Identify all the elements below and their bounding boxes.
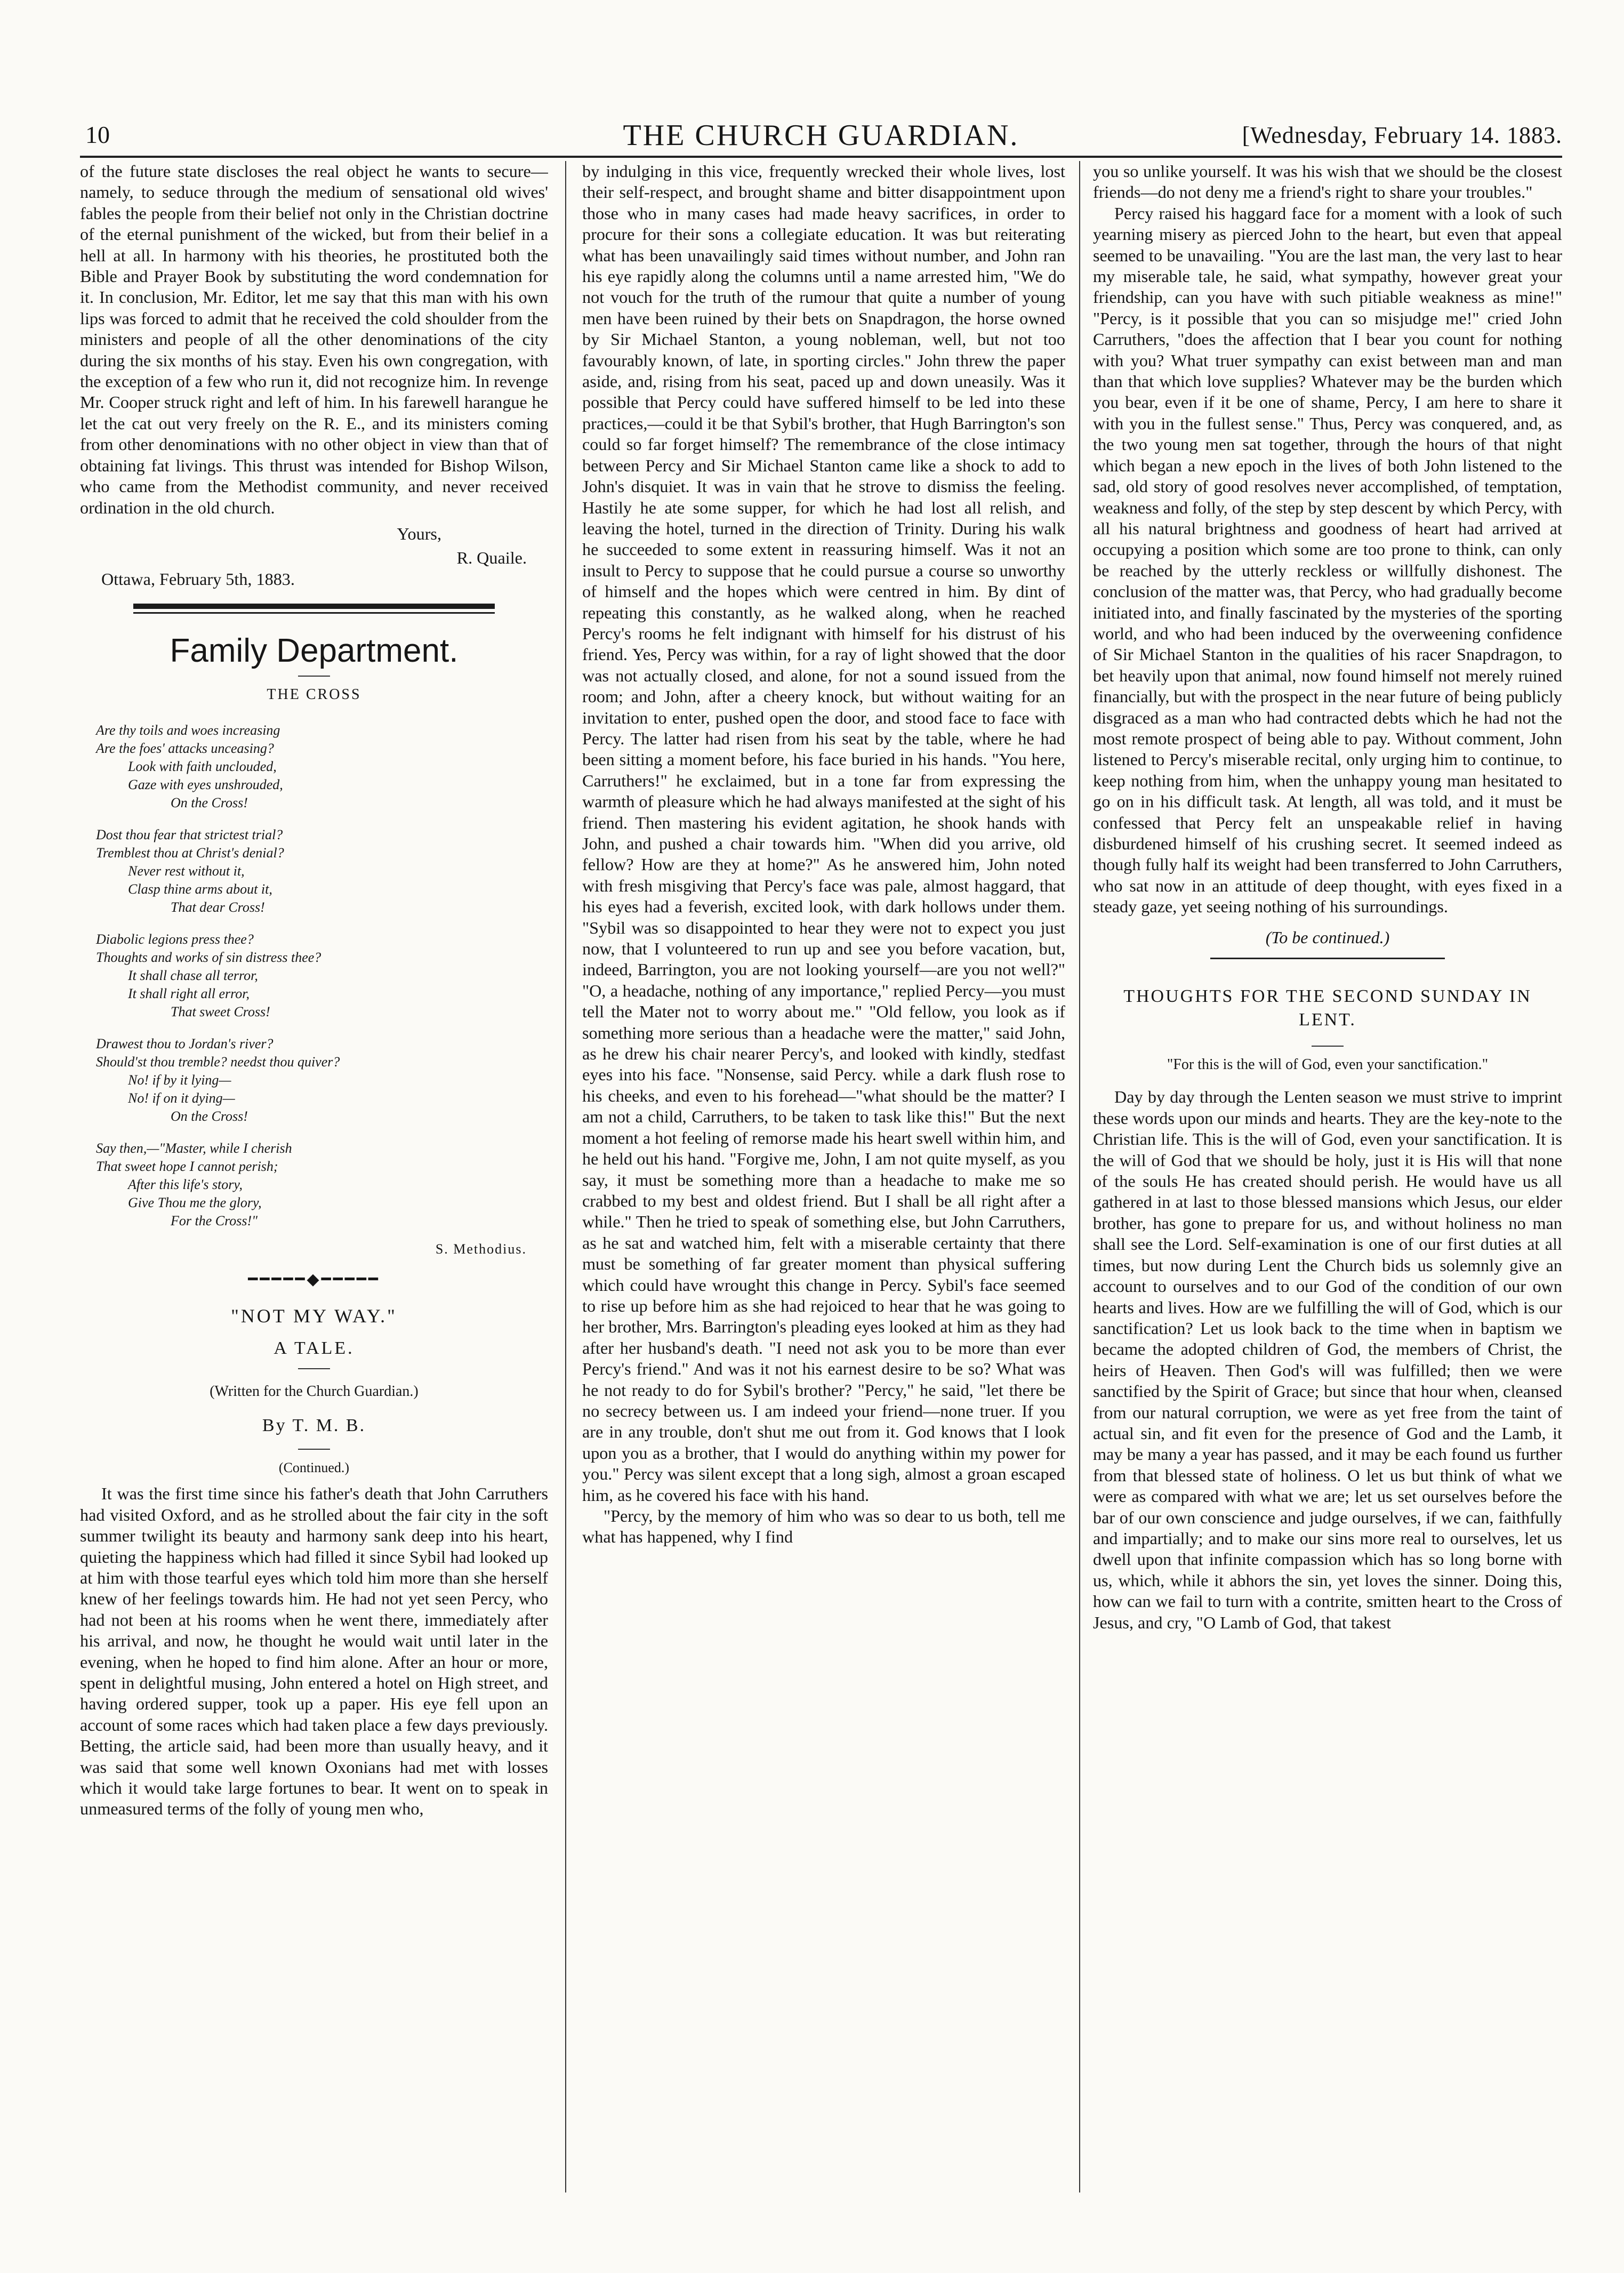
ornament-rule xyxy=(1312,1046,1344,1047)
poem-stanza xyxy=(80,1035,548,1126)
poem-line: Tremblest thou at Christ's denial? xyxy=(96,845,284,861)
poem-line: Diabolic legions press thee? xyxy=(96,931,254,947)
poem-line: Are the foes' attacks unceasing? xyxy=(96,740,274,756)
letter-signature: R. Quaile. xyxy=(456,548,527,568)
poem-line: On the Cross! xyxy=(171,1108,248,1124)
issue-date: [Wednesday, February 14. 1883. xyxy=(1242,122,1562,148)
poem-line: No! if by it lying— xyxy=(128,1072,231,1088)
poem-line: After this life's story, xyxy=(128,1176,243,1192)
poem-line: On the Cross! xyxy=(171,794,248,810)
article-epigraph: "For this is the will of God, even your sanctification." xyxy=(1167,1056,1489,1073)
poem-line: Give Thou me the glory, xyxy=(128,1194,262,1210)
letter-closing: Yours, xyxy=(397,524,441,543)
poem-line: It shall chase all terror, xyxy=(128,967,258,983)
masthead xyxy=(80,118,1562,151)
poem-signature: S. Methodius. xyxy=(435,1241,527,1257)
poem-stanza xyxy=(80,930,548,1021)
article-body: Day by day through the Lenten season we must strive to imprint these words upon our minds and hearts. They are the key-note to the Christian life. This is the will of God, even your sanctification. It is the will of God that we should be holy, just it is His will that none of the souls He has created should perish. He would have us all gathered in at last to those blessed mansions which Jesus, our elder brother, has gone to prepare for us, and without holiness no man shall see the Lord. Self-examination is one of our first duties at all times, but now during Lent the Church bids us solemnly give an account to ourselves and to our God of the condition of our own hearts and lives. How are we fulfilling the will of God, which is our sanctification? Let us look back to the time when in baptism we became the adopted children of God, the members of Christ, the heirs of Heaven. Then God's will was fulfilled; then we were sanctified by the Spirit of Grace; but since that hour when, cleansed from our natural corruption, we were as yet free from the taint of actual sin, and fit even for the presence of God and the Lamb, it may be many a year has passed, and it may be each found us further from that blessed state of holiness. O let us but think of what we were as compared with what we are; let us set ourselves before the bar of our own conscience and judge ourselves, if we can, faithfully and impartially; and to make our sins more real to ourselves, let us dwell upon that infinite compassion which has so long borne with us, which, while it abhors the sin, yet loves the sinner. Doing this, how can we fail to turn with a contrite, smitten heart to the Cross of Jesus, and cry, "O Lamb of God, that takest xyxy=(1093,1087,1562,1632)
section-rule xyxy=(1210,958,1445,959)
poem-line: Gaze with eyes unshrouded, xyxy=(128,776,283,792)
poem-line: Are thy toils and woes increasing xyxy=(96,722,280,738)
poem-line: Never rest without it, xyxy=(128,863,245,879)
poem-line: That sweet hope I cannot perish; xyxy=(96,1158,278,1174)
column-3 xyxy=(1093,161,1562,2192)
poem-line: It shall right all error, xyxy=(128,985,250,1001)
story-subtitle: A TALE. xyxy=(274,1338,355,1358)
story-body: Percy raised his haggard face for a moment with a look of such yearning misery as pierced John to the heart, but even that appeal seemed to be unavailing. "You are the last man, the very last to hear my miserable tale, he said, what sympathy, however great your friendship, can you have with such pitiable weakness as mine!" "Percy, is it possible that you can so misjudge me!" cried John Carruthers, "does the affection that I bear you count for nothing with you? What truer sympathy can exist between man and man than that which love supplies? Whatever may be the burden which you bear, even if it be one of shame, Percy, I am here to share it with you in the fullest sense." Thus, Percy was conquered, and, as the two young men sat together, through the hours of that night which began a new epoch in the lives of both John listened to the sad, old story of good resolves never accomplished, of temptation, weakness and folly, of the step by step descent by which Percy, with all his natural brightness and goodness of heart had arrived at occupying a position which some are too prone to think, can only be reached by the utterly reckless or willfully dishonest. The conclusion of the matter was, that Percy, who had gradually become initiated into, and finally fascinated by the mysteries of the sporting world, and who had been induced by the overweening confidence of Sir Michael Stanton in the qualities of his racer Snapdragon, to bet heavily upon that animal, now found himself not merely ruined financially, but with the prospect in the near future of being publicly disgraced as a man who had contracted debts which he had not the most remote prospect of being able to pay. Without comment, John listened to Percy's miserable recital, only urging him to continue, to keep nothing from him, when the unhappy young man hesitated to go on in his difficult task. At length, all was told, and it must be confessed that Percy felt an unspeakable relief in having disburdened himself of his crushing secret. It seemed indeed as though fully half its weight had been transferred to John Carruthers, who sat now in an attitude of deep thought, with eyes fixed in a steady gaze, yet seeing nothing of his surroundings. xyxy=(1093,203,1562,917)
poem-line: That dear Cross! xyxy=(171,899,265,915)
letter-dateline: Ottawa, February 5th, 1883. xyxy=(101,569,295,589)
byline: By T. M. B. xyxy=(262,1415,366,1435)
poem-line: That sweet Cross! xyxy=(171,1003,270,1019)
poem-line: Dost thou fear that strictest trial? xyxy=(96,826,283,842)
story-body: you so unlike yourself. It was his wish that we should be the closest friends—do not deny me a friend's right to share your troubles." xyxy=(1093,162,1562,202)
poem-line: Drawest thou to Jordan's river? xyxy=(96,1035,274,1051)
poem-line: No! if on it dying— xyxy=(128,1090,235,1106)
to-be-continued: (To be continued.) xyxy=(1265,927,1390,947)
poem-stanza xyxy=(80,826,548,917)
page-number: 10 xyxy=(85,121,110,148)
section-rule-thick xyxy=(133,604,495,609)
ornament-divider: ━━━━━◆━━━━━ xyxy=(248,1270,380,1288)
poem-stanza xyxy=(80,721,548,812)
poem xyxy=(80,721,548,1230)
ornament-rule xyxy=(298,676,330,677)
letter-body: of the future state discloses the real object he wants to secure—namely, to seduce through the medium of sensational old wives' fables the people from their belief not only in the Christian doctrine of the eternal punishment of the wicked, but from their belief in a hell at all. In harmony with his theories, he prostituted both the Bible and Prayer Book by substituting the word condemnation for it. In conclusion, Mr. Editor, let me say that this man with his own lips was forced to admit that he received the cold shoulder from the ministers and people of all the other denominations of the city during the six months of his stay. Even his own congregation, with the exception of a few who run it, did not recognize him. In revenge Mr. Cooper struck right and left of him. In his farewell harangue he let the cat out very freely on the R. E., and its ministers coming from other denominations with no other object in view than that of obtaining fat livings. This thrust was intended for Bishop Wilson, who came from the Methodist community, and never received ordination in the old church. xyxy=(80,162,548,517)
ornament-rule xyxy=(298,1368,330,1369)
department-heading: Family Department. xyxy=(170,632,459,670)
poem-title: THE CROSS xyxy=(267,686,361,703)
continued-note: (Continued.) xyxy=(278,1459,350,1475)
article-heading: THOUGHTS FOR THE SECOND SUNDAY IN LENT. xyxy=(1123,986,1532,1030)
story-body: It was the first time since his father's death that John Carruthers had visited Oxford, and as he strolled about the fair city in the soft summer twilight its beauty and harmony sank deep into his heart, quieting the happiness which had filled it since Sybil had looked up at him with those tearful eyes which told him more than she herself knew of her feelings towards him. He had not yet seen Percy, who had not been at his rooms when he went there, immediately after his arrival, and now, he thought he would wait until later in the evening, when he hoped to find him alone. After an hour or more, spent in delightful musing, John entered a hotel on High street, and having ordered supper, took up a paper. His eye fell upon an account of some races which had taken place a few days previously. Betting, the article said, had been more than usually heavy, and it was said that some well known Oxonians had met with losses which it would take large fortunes to bear. It went on to speak in unmeasured terms of the folly of young men who, xyxy=(80,1484,548,1819)
poem-line: For the Cross!" xyxy=(171,1212,258,1228)
column-divider xyxy=(1079,161,1080,2192)
section-rule-thin xyxy=(133,612,495,614)
story-title: "NOT MY WAY." xyxy=(231,1305,397,1327)
poem-stanza xyxy=(80,1139,548,1230)
poem-line: Should'st thou tremble? needst thou quiver? xyxy=(96,1054,340,1070)
story-body: "Percy, by the memory of him who was so dear to us both, tell me what has happened, why I find xyxy=(582,1506,1065,1547)
poem-line: Thoughts and works of sin distress thee? xyxy=(96,949,321,965)
poem-line: Clasp thine arms about it, xyxy=(128,881,272,897)
header-rule xyxy=(80,156,1562,158)
ornament-rule xyxy=(298,1449,330,1450)
column-1 xyxy=(80,161,548,2192)
written-for-note: (Written for the Church Guardian.) xyxy=(210,1383,419,1400)
newspaper-title: THE CHURCH GUARDIAN. xyxy=(623,119,1019,152)
story-body: by indulging in this vice, frequently wrecked their whole lives, lost their self-respect, and brought shame and bitter disappointment upon those who in many cases had made heavy sacrifices, in order to procure for their sons a collegiate education. It was but reiterating what has been unavailingly said times without number, and John ran his eye rapidly along the columns until a name arrested him, "We do not vouch for the truth of the rumour that quite a number of young men have been ruined by their bets on Snapdragon, the horse owned by Sir Michael Stanton, a young nobleman, well, but not too favourably known, of late, in sporting circles." John threw the paper aside, and, rising from his seat, paced up and down uneasily. Was it possible that Percy could have suffered himself to be led into these practices,—could it be that Sybil's brother, that Hugh Barrington's son could so far forget himself? The remembrance of the close intimacy between Percy and Sir Michael Stanton came like a shock to add to John's disquiet. It was in vain that he strove to dismiss the feeling. Hastily he ate some supper, for which he had lost all relish, and leaving the hotel, turned in the direction of Trinity. During his walk he succeeded to some extent in reassuring himself. Was it not an insult to Percy to suppose that he could pursue a course so unworthy of himself and the hopes which were centred in him. By dint of repeating this constantly, as he walked along, when he reached Percy's rooms he felt indignant with himself for his distrust of his friend. Yes, Percy was within, for a ray of light showed that the door was not actually closed, and alone, for not a sound issued from the room; and John, after a cheery knock, but without waiting for an invitation to enter, pushed open the door, and stood face to face with Percy. The latter had risen from his seat by the table, where he had been sitting a moment before, his face buried in his hands. "You here, Carruthers!" he exclaimed, but in a tone far from expressing the warmth of pleasure which he had always manifested at the sight of his friend. Then mastering his evident agitation, he shook hands with John, and pushed a chair towards him. "When did you arrive, old fellow? How are they at home?" As he answered him, John noted with fresh misgiving that Percy's face was pale, almost haggard, that his eyes had a feverish, excited look, with dark hollows under them. "Sybil was so disappointed to hear they were not to expect you just now, that I volunteered to run up and see you before vacation, but, indeed, Barrington, you are not looking yourself—are you not well?" "O, a headache, nothing of any importance," replied Percy—you must tell the Mater not to worry about me." "Old fellow, you look as if something more serious than a headache were the matter," said John, as he drew his chair nearer Percy's, and looked with kindly, stedfast eyes into his face. "Nonsense, said Percy. while a dark flush rose to his cheeks, and even to his forehead—"what should be the matter? I am not a child, Carruthers, to be taken to task like this!" But the next moment a hot feeling of remorse made his heart swell within him, and he held out his hand. "Forgive me, John, I am not quite myself, as you say, it must be something more than a headache to make me so crabbed to my best and oldest friend. But I shall be all right after a while." Then he tried to speak of something else, but John Carruthers, as he sat and watched him, felt with a miserable certainty that there must be something of far greater moment than physical suffering which could have wrought this change in Percy. Sybil's face seemed to rise up before him as she had rejoiced to hear that he was going to her brother, Mrs. Barrington's pleading eyes looked at him as they had after her husband's death. "I need not ask you to be more than ever Percy's friend." And was it not his earnest desire to be so? What was he not ready to do for Sybil's brother? "Percy," he said, "let there be no secrecy between us. I am indeed your friend—none truer. If you are in any trouble, don't shut me out from it. God knows that I look upon you as a brother, that I would do anything within my power for you." Percy was silent except that a long sigh, almost a groan escaped him, as he covered his face with his hand. xyxy=(582,162,1065,1505)
column-divider xyxy=(565,161,566,2192)
poem-line: Look with faith unclouded, xyxy=(128,758,277,774)
column-2 xyxy=(582,161,1065,2192)
poem-line: Say then,—"Master, while I cherish xyxy=(96,1140,292,1156)
